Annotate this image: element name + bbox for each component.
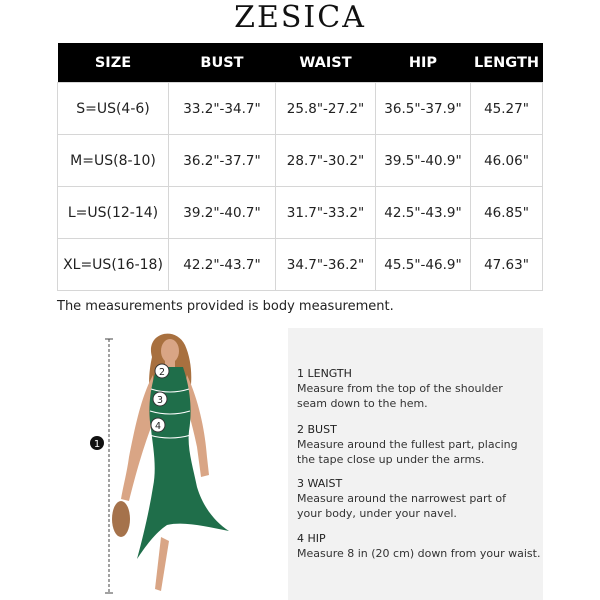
marker-2 (155, 364, 169, 378)
header-waist: WAIST (276, 43, 376, 83)
instruction-text: Measure 8 in (20 cm) down from your waist. (297, 547, 541, 560)
table-row (58, 83, 543, 135)
svg-text:4: 4 (154, 421, 162, 432)
table-header-row (58, 43, 543, 83)
instruction-text: Measure around the fullest part, placing (297, 438, 518, 451)
table-row (58, 239, 543, 291)
cell-size: M=US(8-10) (58, 135, 169, 187)
instruction-text: Measure from the top of the shoulder (297, 382, 503, 395)
green-dress (137, 367, 229, 559)
svg-text:1: 1 (93, 439, 101, 450)
instruction-text: your body, under your navel. (297, 507, 457, 520)
cell-bust: 42.2"-43.7" (169, 239, 276, 291)
svg-text:3: 3 (156, 395, 164, 406)
cell-bust: 39.2"-40.7" (169, 187, 276, 239)
cell-waist: 31.7"-33.2" (276, 187, 376, 239)
marker-3 (153, 392, 167, 406)
instruction-text: seam down to the hem. (297, 397, 428, 410)
header-size: SIZE (58, 43, 169, 83)
cell-length: 45.27" (471, 83, 543, 135)
cell-hip: 36.5"-37.9" (376, 83, 471, 135)
table-row (58, 187, 543, 239)
instruction-length (297, 366, 503, 411)
cell-hip: 45.5"-46.9" (376, 239, 471, 291)
measurement-instructions-panel (288, 328, 543, 600)
size-chart-table (57, 43, 543, 291)
instruction-waist (297, 476, 506, 521)
instruction-title: 3 WAIST (297, 477, 343, 490)
measurement-note: The measurements provided is body measurement. (57, 299, 394, 314)
cell-bust: 33.2"-34.7" (169, 83, 276, 135)
cell-waist: 34.7"-36.2" (276, 239, 376, 291)
cell-size: L=US(12-14) (58, 187, 169, 239)
cell-length: 47.63" (471, 239, 543, 291)
cell-bust: 36.2"-37.7" (169, 135, 276, 187)
marker-4 (151, 418, 165, 432)
header-bust: BUST (169, 43, 276, 83)
cell-hip: 39.5"-40.9" (376, 135, 471, 187)
instruction-bust (297, 422, 518, 467)
instruction-title: 2 BUST (297, 423, 337, 436)
table-row (58, 135, 543, 187)
cell-size: XL=US(16-18) (58, 239, 169, 291)
svg-text:2: 2 (158, 367, 166, 378)
header-length: LENGTH (471, 43, 543, 83)
cell-waist: 25.8"-27.2" (276, 83, 376, 135)
brand-logo: ZESICA (234, 0, 366, 35)
instruction-text: the tape close up under the arms. (297, 453, 485, 466)
instruction-title: 1 LENGTH (297, 367, 352, 380)
handbag (112, 501, 130, 537)
cell-length: 46.85" (471, 187, 543, 239)
instruction-hip (297, 531, 540, 561)
cell-waist: 28.7"-30.2" (276, 135, 376, 187)
marker-1 (90, 436, 104, 450)
cell-length: 46.06" (471, 135, 543, 187)
model-illustration (57, 327, 287, 600)
cell-hip: 42.5"-43.9" (376, 187, 471, 239)
header-hip: HIP (376, 43, 471, 83)
instruction-text: Measure around the narrowest part of (297, 492, 506, 505)
cell-size: S=US(4-6) (58, 83, 169, 135)
instruction-title: 4 HIP (297, 532, 326, 545)
